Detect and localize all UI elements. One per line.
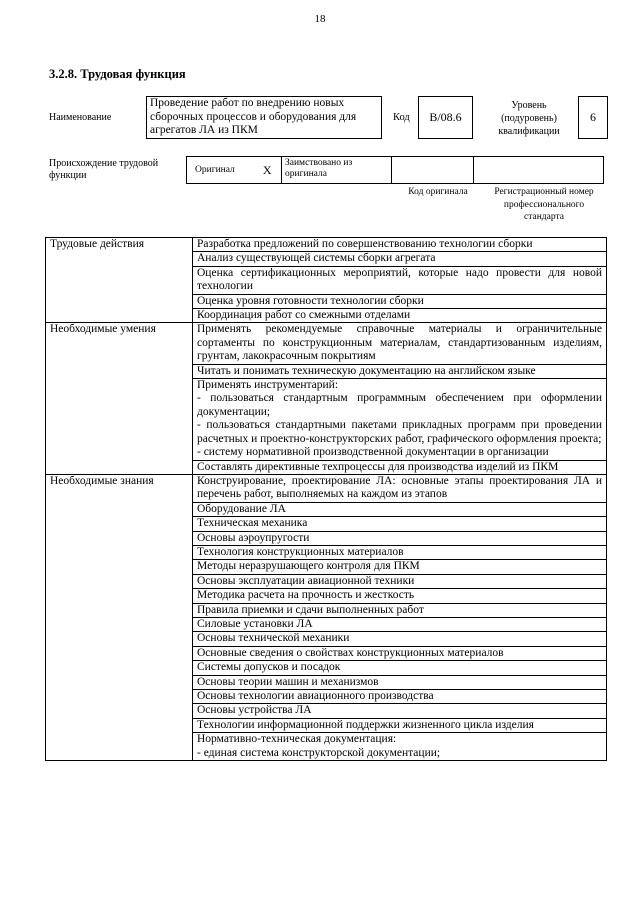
original-label: Оригинал	[195, 164, 235, 175]
item-cell: Основы технической механики	[193, 632, 607, 646]
section-title: 3.2.8. Трудовая функция	[49, 67, 186, 81]
code-label: Код	[393, 112, 410, 123]
item-cell: Применять рекомендуемые справочные материалы и ограничительные сортаменты по конструкционным материалам, стандартизованным изделиям, грунтам, лакокрасочным покрытиям	[193, 323, 607, 364]
item-cell: Основы устройства ЛА	[193, 704, 607, 718]
name-label: Наименование	[49, 112, 112, 123]
original-mark: X	[262, 162, 272, 177]
item-cell: Методика расчета на прочность и жесткость	[193, 589, 607, 603]
item-cell: Основы эксплуатации авиационной техники	[193, 574, 607, 588]
item-cell: Оценка уровня готовности технологии сборки	[193, 294, 607, 308]
table-row	[46, 323, 607, 364]
code-original-label: Код оригинала	[408, 187, 468, 197]
reg-number-label: Регистрационный номер профессионального стандарта	[494, 187, 594, 222]
level-value: 6	[578, 96, 608, 139]
category-cell: Трудовые действия	[46, 238, 193, 323]
item-cell: Разработка предложений по совершенствованию технологии сборки	[193, 238, 607, 252]
original-cell	[186, 156, 282, 184]
item-cell: Анализ существующей системы сборки агрегата	[193, 252, 607, 266]
item-cell: Применять инструментарий: - пользоваться стандартным программным обеспечением при оформлении документации; - пользоваться стандартными пакетами прикладных программ при проведении расчетных и проектно-конструкторских работ, графического оформления проекта; - систему нормативной производственной документации в организации	[193, 379, 607, 460]
item-cell: Читать и понимать техническую документацию на английском языке	[193, 364, 607, 378]
item-cell: Нормативно-техническая документация: - единая система конструкторской документации;	[193, 733, 607, 761]
item-cell: Основы аэроупругости	[193, 531, 607, 545]
item-cell: Технология конструкционных материалов	[193, 545, 607, 559]
reg-number-cell	[473, 156, 604, 184]
code-value: B/08.6	[418, 96, 473, 139]
item-cell: Техническая механика	[193, 517, 607, 531]
item-cell: Основы теории машин и механизмов	[193, 675, 607, 689]
item-cell: Оборудование ЛА	[193, 502, 607, 516]
item-cell: Системы допусков и посадок	[193, 661, 607, 675]
item-cell: Составлять директивные техпроцессы для производства изделий из ПКМ	[193, 460, 607, 474]
item-cell: Технологии информационной поддержки жизненного цикла изделия	[193, 718, 607, 732]
page-number: 18	[314, 13, 326, 25]
origin-row	[187, 156, 608, 184]
category-cell: Необходимые умения	[46, 323, 193, 474]
category-cell: Необходимые знания	[46, 474, 193, 760]
name-value: Проведение работ по внедрению новых сборочных процессов и оборудования для агрегатов ЛА из ПКМ	[146, 96, 382, 139]
item-cell: Силовые установки ЛА	[193, 617, 607, 631]
function-table	[45, 237, 607, 761]
item-cell: Правила приемки и сдачи выполненных работ	[193, 603, 607, 617]
item-cell: Основы технологии авиационного производства	[193, 690, 607, 704]
item-cell: Методы неразрушающего контроля для ПКМ	[193, 560, 607, 574]
table-row	[46, 238, 607, 252]
item-cell: Основные сведения о свойствах конструкционных материалов	[193, 646, 607, 660]
item-cell: Оценка сертификационных мероприятий, которые надо провести для новой технологии	[193, 266, 607, 294]
item-cell: Координация работ со смежными отделами	[193, 309, 607, 323]
origin-label: Происхождение трудовой функции	[49, 158, 159, 181]
code-original-cell	[391, 156, 474, 184]
level-label: Уровень (подуровень) квалификации	[498, 100, 560, 137]
table-row	[46, 474, 607, 502]
borrowed-cell: Заимствовано из оригинала	[281, 156, 392, 184]
item-cell: Конструирование, проектирование ЛА: основные этапы проектирования ЛА и перечень работ, выполняемых на каждом из этапов	[193, 474, 607, 502]
